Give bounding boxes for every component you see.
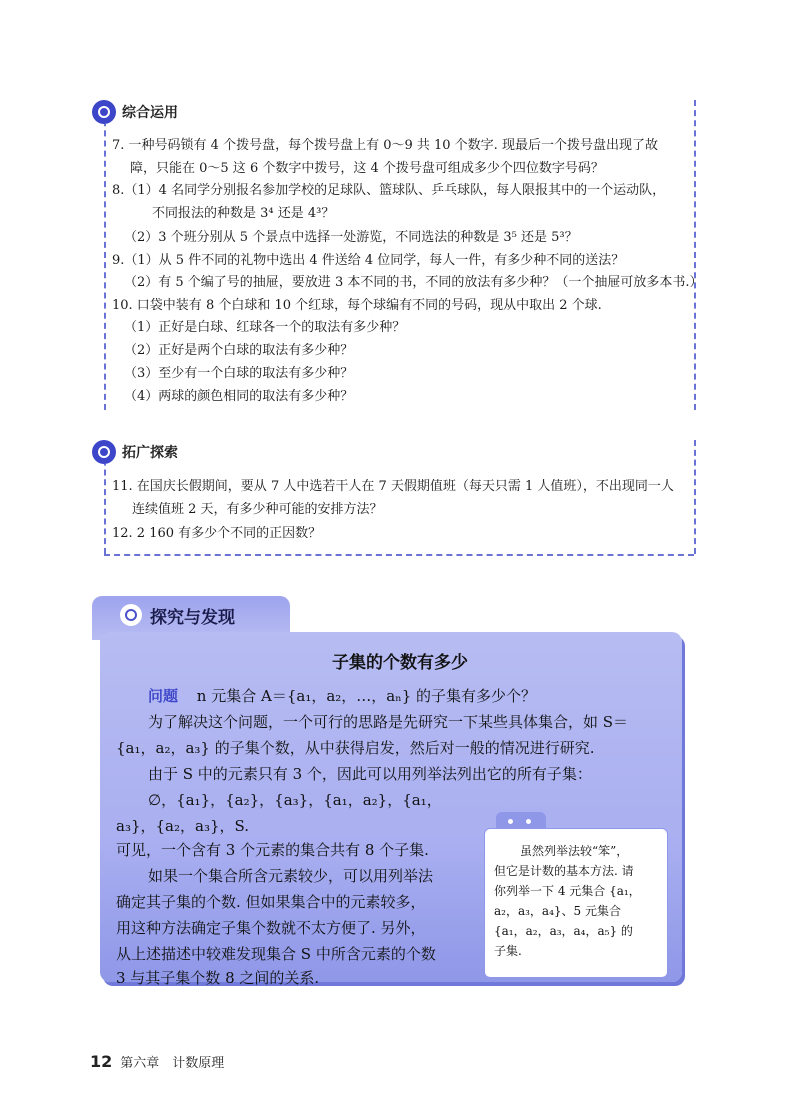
explore-badge-icon <box>120 604 142 626</box>
exercise-line: （4）两球的颜色相同的取法有多少种？ <box>124 389 354 404</box>
note-dot <box>526 819 531 824</box>
explore-tab-title: 探究与发现 <box>150 608 235 628</box>
question-line <box>148 686 536 706</box>
panel-text-line: a₃}，{a₂，a₃}，S. <box>116 817 250 835</box>
exercise-line: （3）至少有一个白球的取法有多少种？ <box>124 366 354 381</box>
panel-text-line: 可见，一个含有 3 个元素的集合共有 8 个子集. <box>116 841 429 859</box>
panel-text-line: 用这种方法确定子集个数就不太方便了. 另外， <box>116 919 426 937</box>
exercise-line: （1）正好是白球、红球各一个的取法有多少种？ <box>124 320 406 335</box>
exercise-line: 8.（1）4 名同学分别报名参加学校的足球队、篮球队、乒乓球队，每人限报其中的一个运动队， <box>112 183 666 198</box>
panel-text-line: 确定其子集的个数. 但如果集合中的元素较多， <box>116 893 426 911</box>
exercise-line: （2）有 5 个编了号的抽屉，要放进 3 本不同的书，不同的放法有多少种？（一个抽屉可放多本书.） <box>124 275 703 290</box>
note-dot <box>508 819 513 824</box>
note-line: 你列举一下 4 元集合 {a₁， <box>494 884 641 898</box>
panel-text-line: 为了解决这个问题，一个可行的思路是先研究一下某些具体集合，如 S＝ <box>148 713 629 731</box>
panel-text-line: 3 与其子集个数 8 之间的关系. <box>116 969 320 987</box>
note-line: {a₁，a₂，a₃，a₄，a₅} 的 <box>494 924 633 938</box>
page-footer <box>90 1052 224 1071</box>
page-number: 12 <box>90 1052 113 1071</box>
exercise-line: （2）3 个班分别从 5 个景点中选择一处游览，不同选法的种数是 3⁵ 还是 5³？ <box>124 230 578 245</box>
exercise-line: 不同报法的种数是 3⁴ 还是 4³？ <box>152 206 335 221</box>
exercise-line: 12. 2 160 有多少个不同的正因数？ <box>112 526 322 541</box>
panel-text-line: 如果一个集合所含元素较少，可以用列举法 <box>148 867 434 885</box>
exercise-line: 11. 在国庆长假期间，要从 7 人中选若干人在 7 天假期值班（每天只需 1 人值班），不出现同一人 <box>112 479 674 494</box>
exercise-line: 10. 口袋中装有 8 个白球和 10 个红球，每个球编有不同的号码，现从中取出 2 个球. <box>112 298 602 313</box>
panel-title: 子集的个数有多少 <box>332 653 468 673</box>
note-line: a₂，a₃，a₄}、5 元集合 <box>494 904 621 918</box>
note-line: 但它是计数的基本方法. 请 <box>494 864 634 878</box>
section-bottom-border <box>104 554 694 556</box>
chapter-title: 第六章 计数原理 <box>120 1056 225 1071</box>
panel-text-line: 从上述描述中较难发现集合 S 中所含元素的个数 <box>116 945 436 963</box>
exercise-line: 7. 一种号码锁有 4 个拨号盘，每个拨号盘上有 0～9 共 10 个数字. 现最后一个拨号盘出现了故 <box>112 138 658 153</box>
panel-text-line: ∅，{a₁}，{a₂}，{a₃}，{a₁，a₂}，{a₁， <box>148 791 442 809</box>
section-header-application <box>92 100 184 124</box>
exercise-line: 9.（1）从 5 件不同的礼物中选出 4 件送给 4 位同学，每人一件，有多少种不同的送法？ <box>112 253 625 268</box>
question-text: n 元集合 A＝{a₁，a₂，…，aₙ} 的子集有多少个？ <box>196 687 537 705</box>
section-header-exploration <box>92 440 184 464</box>
exercise-line: （2）正好是两个白球的取法有多少种？ <box>124 343 354 358</box>
exercise-line: 连续值班 2 天，有多少种可能的安排方法？ <box>132 502 383 517</box>
exercise-line: 障，只能在 0～5 这 6 个数字中拨号，这 4 个拨号盘可组成多少个四位数字号码？ <box>130 161 604 176</box>
section-badge-icon <box>92 440 116 464</box>
section-badge-icon <box>92 100 116 124</box>
question-label: 问题 <box>148 687 179 705</box>
note-line: 虽然列举法较“笨”， <box>520 844 629 858</box>
section-title: 拓广探索 <box>122 445 178 461</box>
panel-text-line: {a₁，a₂，a₃} 的子集个数，从中获得启发，然后对一般的情况进行研究. <box>116 739 595 757</box>
note-line: 子集. <box>494 944 522 958</box>
section-title: 综合运用 <box>122 105 178 121</box>
panel-text-line: 由于 S 中的元素只有 3 个，因此可以用列举法列出它的所有子集： <box>148 765 592 783</box>
